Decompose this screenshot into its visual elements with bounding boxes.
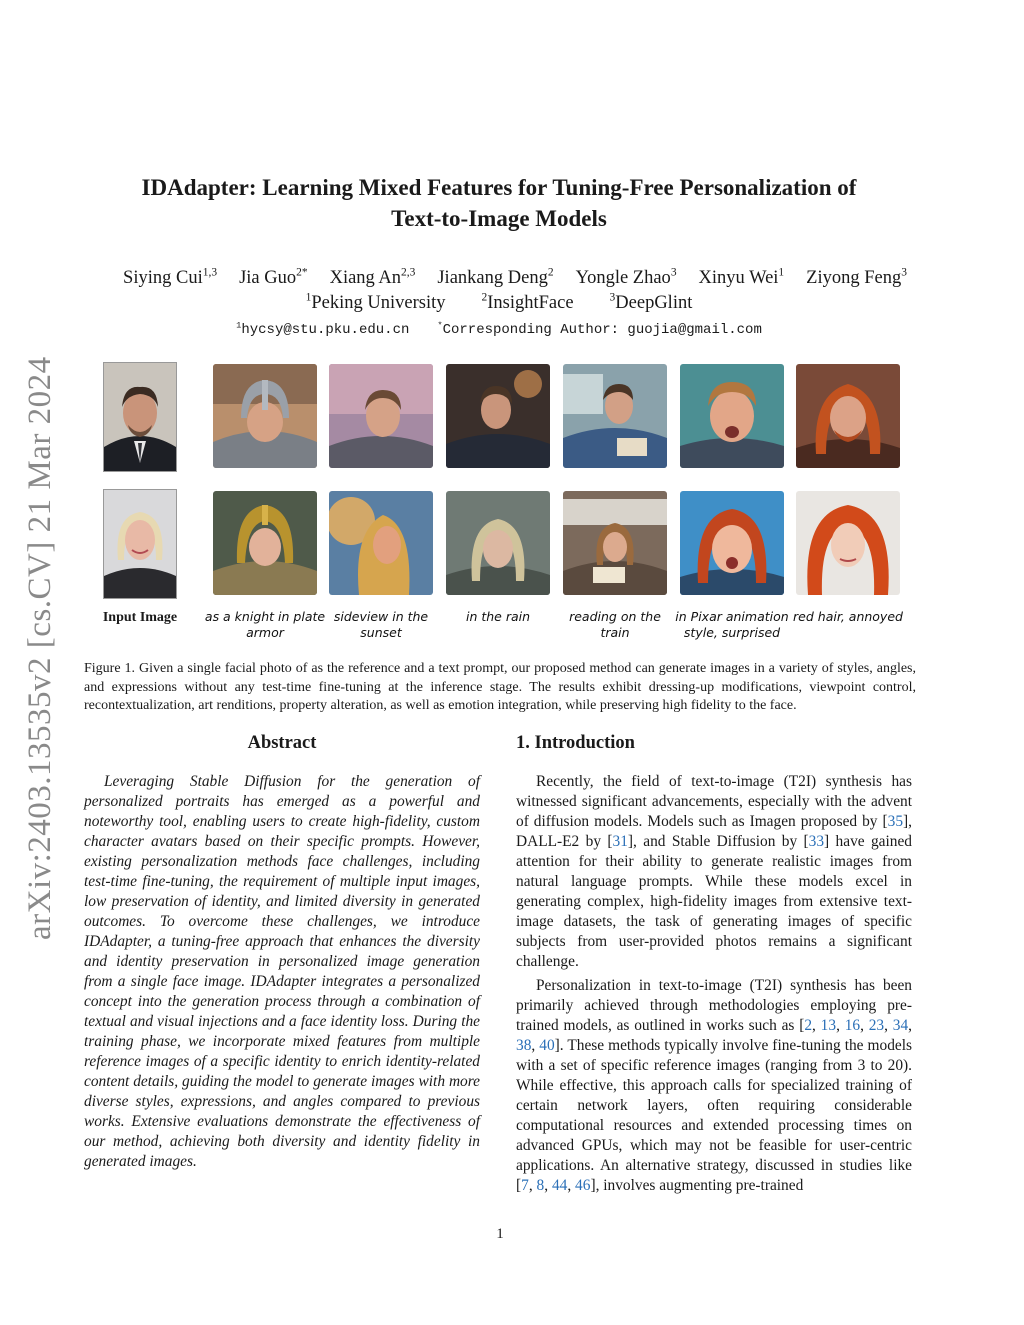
pixar-portrait-icon — [680, 491, 784, 595]
title-line-2: Text-to-Image Models — [391, 206, 607, 231]
affiliation: $^1$Peking University — [305, 291, 446, 313]
author-name: Xinyu Wei$^1$ — [698, 266, 785, 288]
citation-link[interactable]: 34 — [892, 1017, 909, 1034]
citation-link[interactable]: 2 — [804, 1017, 813, 1034]
generated-image-sunset-female — [329, 491, 433, 595]
author-name: Xiang An$^{2,3}$ — [329, 266, 416, 288]
author-name: Ziyong Feng$^3$ — [806, 266, 907, 288]
figure-caption: Figure 1. Given a single facial photo of as the reference and a text prompt, our proposed method can generate images in a variety of styles, angles, and expressions without any test-time fine-tuning at the inference stage. The results exhibit dressing-up modifications, viewpoint control, recontextualization, art renditions, property alteration, as well as emotion integration, while preserving high fidelity to the face. — [84, 661, 916, 713]
email-list — [60, 322, 938, 338]
email-mark: * — [437, 320, 443, 331]
generated-image-redhair-female — [796, 491, 900, 595]
author-list — [60, 268, 970, 289]
generated-image-redhair-male — [796, 364, 900, 468]
affiliation: $^2$InsightFace — [481, 291, 574, 313]
author-affiliation-mark: 2 — [547, 266, 554, 279]
citation-link[interactable]: 13 — [820, 1017, 837, 1034]
citation-link[interactable]: 8 — [536, 1177, 545, 1194]
citation-link[interactable]: 46 — [575, 1177, 591, 1194]
intro-paragraph-2: Personalization in text-to-image (T2I) synthesis has been primarily achieved through methodologies employing pre-trained models, as outlined in works such as [2, 13, 16, 23, 34, 38, 40]. These methods typically involve fine-tuning the models with a set of specific reference images (ranging from 3 to 20). While effective, this approach calls for specialized training of certain network layers, often requiring considerable computational resources and extended processing times on advanced GPUs, which may not be feasible for user-centric applications. An alternative strategy, discussed in studies like [7, 8, 44, 46], involves augmenting pre-trained — [516, 977, 913, 1194]
introduction-heading: 1. Introduction — [516, 733, 635, 753]
paper-title — [90, 172, 908, 234]
train-portrait-icon — [563, 491, 667, 595]
affiliation-list — [60, 293, 938, 314]
citation-link[interactable]: 38 — [516, 1037, 532, 1054]
prompt-label: reading on the train — [569, 609, 661, 640]
sideview-portrait-icon — [329, 364, 433, 468]
knight-portrait-icon — [213, 491, 317, 595]
affiliation: $^3$DeepGlint — [609, 291, 693, 313]
abstract-text: Leveraging Stable Diffusion for the generation of personalized portraits has emerged as a powerful and noteworthy tool, enabling users to create high-fidelity, custom character avatars based on their specific prompts. However, existing personalization methods face challenges, including test-time fine-tuning, the requirement of multiple input images, low preservation of identity, and limited diversity in generated outcomes. To overcome these challenges, we introduce IDAdapter, a tuning-free approach that enhances the diversity and identity preservation in personalized image generation from a single face image. IDAdapter integrates a personalized concept into the generation process through a combination of textual and visual injections and a face identity loss. During the training phase, we incorporate mixed features from multiple reference images of a specific identity to enrich identity-related content details, guiding the model to generate images with more diverse styles, expressions, and angles compared to previous works. Extensive evaluations demonstrate the effectiveness of our method, achieving both diversity and identity fidelity in generated images. — [84, 773, 480, 1170]
prompt-label: sideview in the sunset — [333, 609, 429, 640]
rain-portrait-icon — [446, 364, 550, 468]
citation-link[interactable]: 31 — [612, 833, 628, 850]
affiliation-mark: 2 — [481, 291, 488, 304]
introduction-section — [516, 730, 912, 1200]
abstract-section — [84, 730, 480, 1176]
train-portrait-icon — [563, 364, 667, 468]
generated-image-pixar-female — [680, 491, 784, 595]
pixar-portrait-icon — [680, 364, 784, 468]
citation-link[interactable]: 33 — [808, 833, 825, 850]
author-affiliation-mark: 3 — [901, 266, 907, 279]
citation-link[interactable]: 40 — [539, 1037, 555, 1054]
author-affiliation-mark: 3 — [670, 266, 677, 279]
knight-portrait-icon — [213, 364, 317, 468]
prompt-label: in the rain — [465, 609, 531, 624]
generated-image-sunset-male — [329, 364, 433, 468]
citation-link[interactable]: 23 — [868, 1017, 885, 1034]
affiliation-mark: 3 — [609, 291, 616, 304]
sideview-portrait-icon — [329, 491, 433, 595]
prompt-label: as a knight in plate armor — [204, 609, 326, 640]
email-entry: *Corresponding Author: guojia@gmail.com — [437, 320, 762, 338]
citation-link[interactable]: 16 — [844, 1017, 861, 1034]
page-number: 1 — [496, 1226, 504, 1242]
input-image-label: Input Image — [102, 610, 178, 625]
author-affiliation-mark: 1 — [778, 266, 785, 279]
face-photo-icon — [104, 363, 176, 471]
redhair-portrait-icon — [796, 364, 900, 468]
author-affiliation-mark: 2,3 — [401, 266, 416, 279]
generated-image-rain-female — [446, 491, 550, 595]
redhair-portrait-icon — [796, 491, 900, 595]
author-name: Yongle Zhao$^3$ — [575, 266, 677, 288]
citation-link[interactable]: 7 — [521, 1177, 529, 1194]
citation-link[interactable]: 44 — [551, 1177, 568, 1194]
author-name: Jia Guo$^{2*}$ — [239, 266, 308, 288]
author-affiliation-mark: 1,3 — [202, 266, 218, 279]
prompt-label: red hair, annoyed — [793, 609, 903, 624]
generated-image-rain-male — [446, 364, 550, 468]
rain-portrait-icon — [446, 491, 550, 595]
face-photo-icon — [104, 490, 176, 598]
email-mark: 1 — [236, 320, 242, 331]
title-line-1: IDAdapter: Learning Mixed Features for Tuning-Free Personalization of — [141, 175, 857, 200]
input-image-male — [103, 362, 177, 472]
generated-image-train-female — [563, 491, 667, 595]
author-name: Siying Cui$^{1,3}$ — [123, 266, 218, 288]
email-entry: $^1$hycsy@stu.pku.edu.cn — [236, 320, 410, 338]
abstract-heading: Abstract — [247, 733, 317, 753]
prompt-label: in Pixar animation style, surprised — [675, 609, 789, 640]
generated-image-pixar-male — [680, 364, 784, 468]
citation-link[interactable]: 35 — [887, 813, 904, 830]
generated-image-knight-male — [213, 364, 317, 468]
author-name: Jiankang Deng$^2$ — [437, 266, 554, 288]
author-affiliation-mark: 2* — [296, 266, 308, 279]
input-image-female — [103, 489, 177, 599]
arxiv-identifier-stamp: arXiv:2403.13535v2 [cs.CV] 21 Mar 2024 — [22, 356, 58, 940]
intro-paragraph-1: Recently, the field of text-to-image (T2I) synthesis has witnessed significant advancements, especially with the advent of diffusion models. Models such as Imagen proposed by [35], DALL-E2 by [31], and Stable Diffusion by [33] have gained attention for their ability to generate realistic images from natural language prompts. While these models excel in generating complex, high-fidelity images from extensive text-image datasets, the task of generating images of specific subjects from user-provided photos remains a significant challenge. — [516, 773, 912, 970]
generated-image-knight-female — [213, 491, 317, 595]
generated-image-train-male — [563, 364, 667, 468]
affiliation-mark: 1 — [305, 291, 312, 304]
